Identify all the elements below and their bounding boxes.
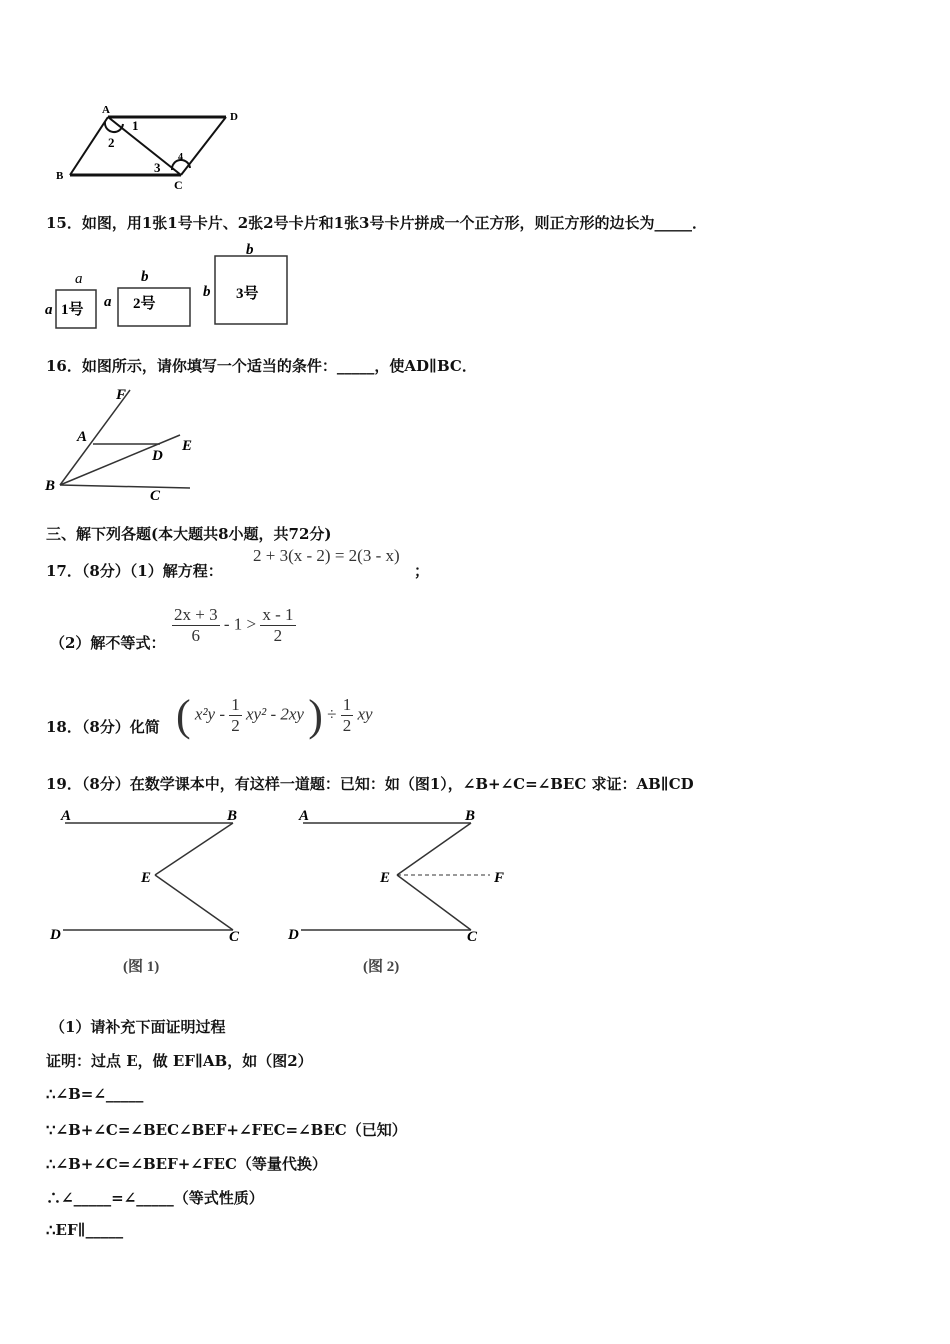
label-d: D xyxy=(152,448,163,464)
q17-equation: 2 + 3(x - 2) = 2(3 - x) xyxy=(253,546,400,565)
card1-label: 1号 xyxy=(61,302,84,318)
card3-label: 3号 xyxy=(236,286,259,302)
fig2-label-e: E xyxy=(380,870,391,886)
q17-part2-prefix: （2）解不等式： xyxy=(50,634,166,652)
q19-sub1: （1）请补充下面证明过程 xyxy=(50,1018,226,1036)
label-c: C xyxy=(174,178,183,192)
cards-figure xyxy=(40,238,300,338)
ray-bc xyxy=(60,485,190,488)
q18-expression xyxy=(176,690,373,741)
div-sign: ÷ xyxy=(327,704,337,724)
proof-line-1: 证明：过点 E，做 EF∥AB，如（图2） xyxy=(46,1052,313,1070)
ineq-right-numerator: x - 1 xyxy=(262,605,294,624)
ineq-left-denominator: 6 xyxy=(191,626,201,645)
half-numerator: 1 xyxy=(231,695,240,714)
label-a: A xyxy=(77,429,88,445)
label-b: B xyxy=(45,478,56,494)
fig1-label-e: E xyxy=(141,870,152,886)
fig1-label-a: A xyxy=(61,808,72,824)
ineq-left-fraction xyxy=(172,605,220,646)
line-be xyxy=(397,823,471,875)
fig2-label-c: C xyxy=(467,929,478,945)
left-paren: ( xyxy=(176,691,191,740)
half-denominator: 2 xyxy=(231,716,240,735)
diagonal-ac xyxy=(108,117,181,175)
q18-prefix: 18．（8分）化简 xyxy=(46,718,160,736)
proof-line-5: ∴∠_____=∠_____（等式性质） xyxy=(46,1189,264,1207)
segment-ab xyxy=(70,117,108,175)
section-3-title: 三、解下列各题(本大题共8小题，共72分) xyxy=(46,525,332,543)
fig1-caption: (图 1) xyxy=(123,959,160,975)
question-17-part1 xyxy=(46,560,223,581)
fig2-label-f: F xyxy=(494,870,505,886)
fig2-caption: (图 2) xyxy=(363,959,400,975)
label-f: F xyxy=(116,387,127,403)
card2-side-label: a xyxy=(104,294,112,310)
half-numerator-2: 1 xyxy=(342,695,352,714)
parallelogram-figure xyxy=(50,100,250,190)
label-angle-2: 2 xyxy=(108,135,115,150)
card2-label: 2号 xyxy=(133,296,156,312)
label-b: B xyxy=(56,170,64,182)
question-15-text: 15．如图，用1张1号卡片、2张2号卡片和1张3号卡片拼成一个正方形，则正方形的边长为_____． xyxy=(46,214,707,232)
half-denominator-2: 2 xyxy=(342,716,352,735)
label-angle-4: 4 xyxy=(178,152,183,163)
q17-part1-prefix: 17．（8分）（1）解方程： xyxy=(46,562,223,580)
right-paren: ) xyxy=(308,691,323,740)
q17-inequality xyxy=(172,605,296,646)
angle-figure xyxy=(42,382,202,507)
proof-line-4: ∴∠B+∠C=∠BEF+∠FEC（等量代换） xyxy=(46,1155,327,1173)
segment-dc xyxy=(181,117,226,175)
proof-line-3: ∵∠B+∠C=∠BEC∠BEF+∠FEC=∠BEC（已知） xyxy=(46,1121,407,1139)
q18-half-fraction-1 xyxy=(229,695,242,736)
proof-line-2: ∴∠B=∠_____ xyxy=(46,1085,144,1103)
fig2-label-d: D xyxy=(288,927,299,943)
label-d: D xyxy=(230,111,238,123)
q18-half-fraction-2 xyxy=(341,695,354,736)
fig2-label-a: A xyxy=(299,808,310,824)
line-ec xyxy=(397,875,471,930)
ineq-right-fraction xyxy=(260,605,295,646)
fig1-label-b: B xyxy=(227,808,238,824)
label-angle-3: 3 xyxy=(154,160,161,175)
card2-top-label: b xyxy=(141,269,149,285)
fig1-label-c: C xyxy=(229,929,240,945)
fig2-label-b: B xyxy=(465,808,476,824)
card1-side-label: a xyxy=(45,302,53,318)
question-19-text: 19．（8分）在数学课本中，有这样一道题：已知：如（图1），∠B+∠C=∠BEC 求证：AB∥CD xyxy=(46,775,694,793)
label-angle-1: 1 xyxy=(132,118,139,133)
card3-top-label: b xyxy=(246,242,254,258)
expr-c: xy xyxy=(357,704,373,724)
question-16-text: 16．如图所示，请你填写一个适当的条件：_____，使AD∥BC． xyxy=(46,357,477,375)
label-a: A xyxy=(102,104,110,116)
q17-part1-suffix: ； xyxy=(414,562,430,580)
label-c: C xyxy=(150,488,161,504)
line-be xyxy=(155,823,233,875)
expr-a: x²y - xyxy=(194,704,226,724)
ineq-left-numerator: 2x + 3 xyxy=(174,605,218,624)
expr-b: xy² - 2xy xyxy=(246,704,304,724)
line-ec xyxy=(155,875,233,930)
ineq-right-denominator: 2 xyxy=(273,626,283,645)
figure-1 xyxy=(45,805,265,975)
card3-side-label: b xyxy=(203,284,211,300)
figure-2 xyxy=(285,805,525,975)
label-e: E xyxy=(182,438,193,454)
proof-line-6: ∴EF∥_____ xyxy=(46,1221,124,1239)
ineq-middle: - 1 > xyxy=(223,614,257,634)
card1-top-label: a xyxy=(75,271,83,287)
fig1-label-d: D xyxy=(50,927,61,943)
